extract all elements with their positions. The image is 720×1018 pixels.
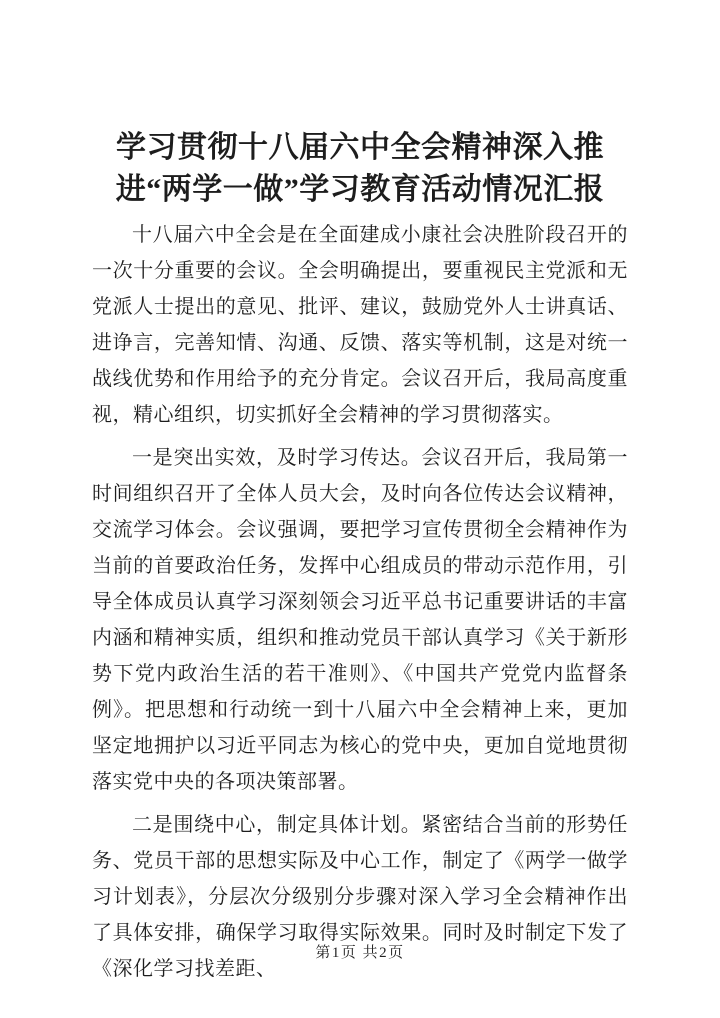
paragraph-point-two: 二是围绕中心，制定具体计划。紧密结合当前的形势任务、党员干部的思想实际及中心工作，制定了《两学一做学习计划表》，分层次分级别分步骤对深入学习全会精神作出了具体安排，确保学习取得实际效果。同时及时制定下发了《深化学习找差距、 <box>92 814 628 980</box>
paragraph-point-one: 一是突出实效，及时学习传达。会议召开后，我局第一时间组织召开了全体人员大会，及时向各位传达会议精神，交流学习体会。会议强调，要把学习宣传贯彻全会精神作为当前的首要政治任务，发挥中心组成员的带动示范作用，引导全体成员认真学习深刻领会习近平总书记重要讲话的丰富内涵和精神实质，组织和推动党员干部认真学习《关于新形势下党内政治生活的若干准则》、《中国共产党党内监督条例》。把思想和行动统一到十八届六中全会精神上来，更加坚定地拥护以习近平同志为核心的党中央，更加自觉地贯彻落实党中央的各项决策部署。 <box>92 447 628 793</box>
paragraph-intro: 十八届六中全会是在全面建成小康社会决胜阶段召开的一次十分重要的会议。全会明确提出，要重视民主党派和无党派人士提出的意见、批评、建议，鼓励党外人士讲真话、进诤言，完善知情、沟通、反馈、落实等机制，这是对统一战线优势和作用给予的充分肯定。会议召开后，我局高度重视，精心组织，切实抓好全会精神的学习贯彻落实。 <box>92 224 628 426</box>
page-number-footer: 第1页 共2页 <box>315 945 405 961</box>
document-body <box>0 211 720 987</box>
document-title: 学习贯彻十八届六中全会精神深入推进“两学一做”学习教育活动情况汇报 <box>115 131 605 206</box>
